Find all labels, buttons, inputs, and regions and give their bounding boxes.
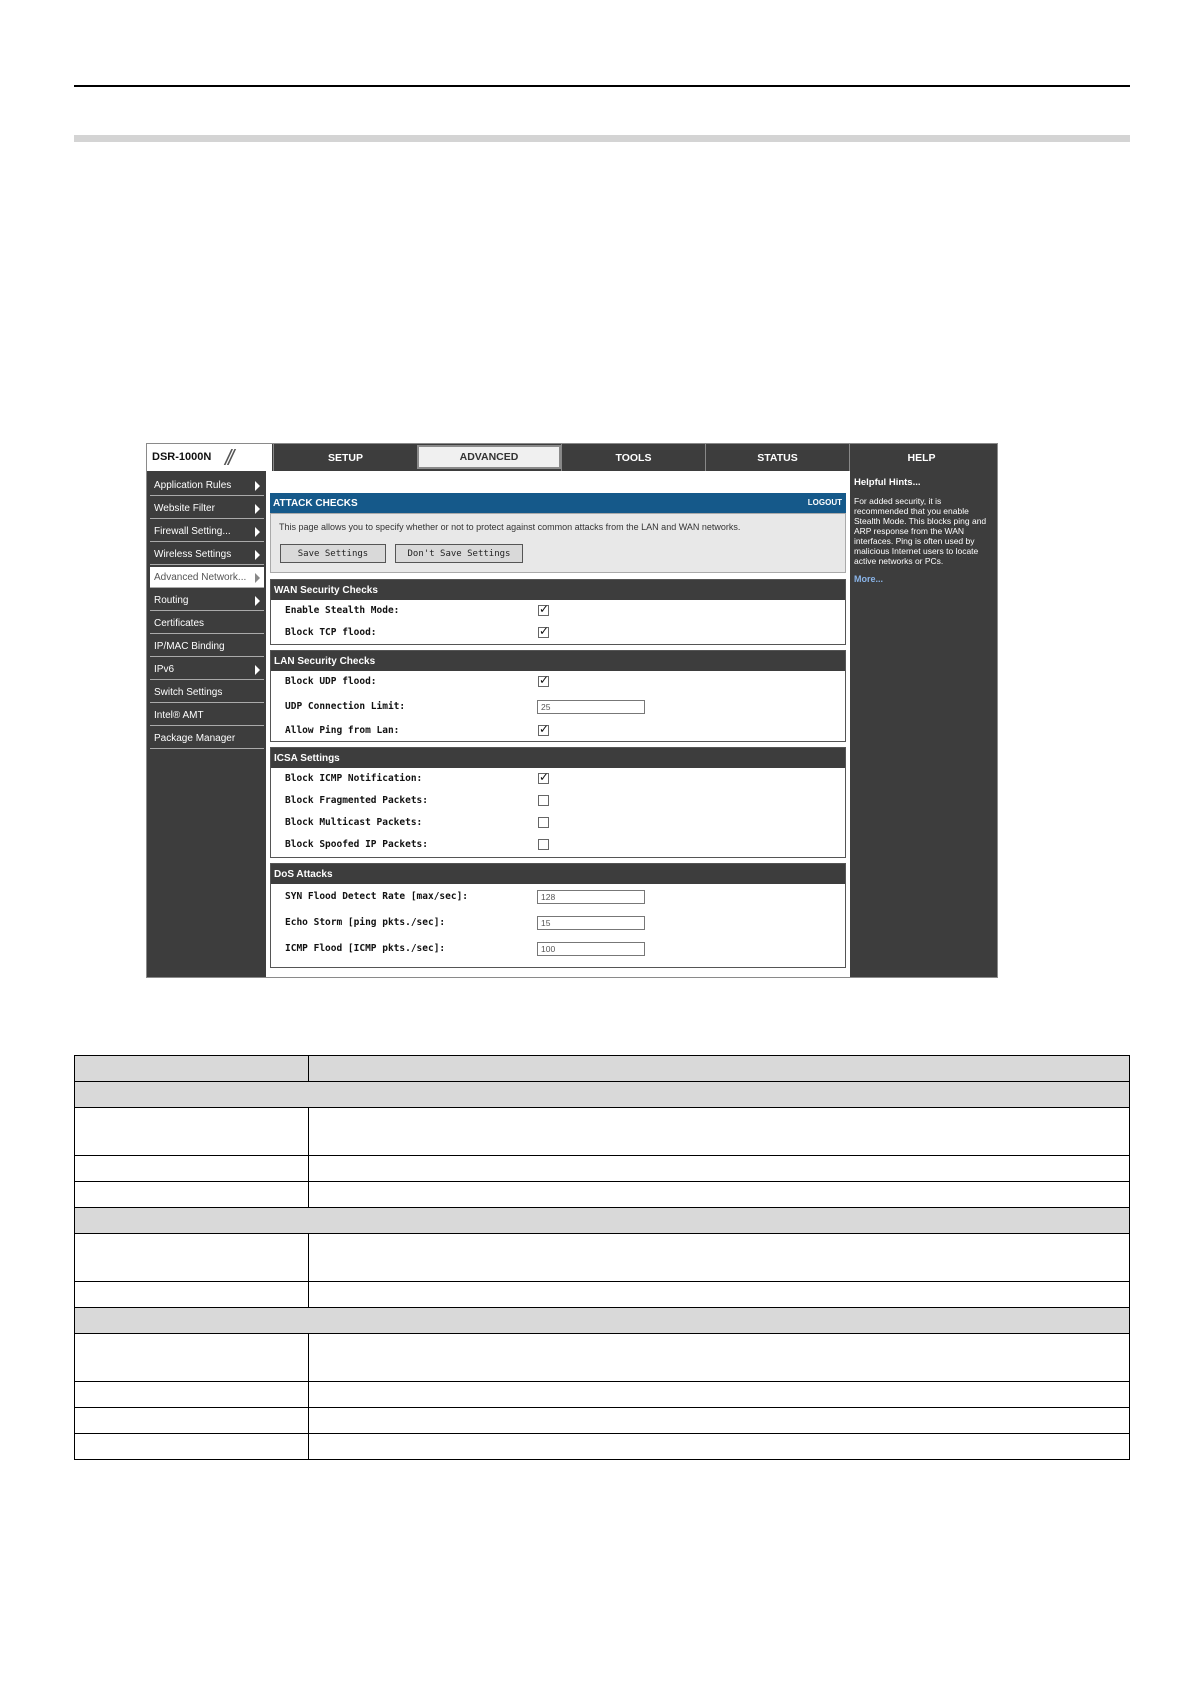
help-panel <box>850 471 997 977</box>
table-cell <box>309 1282 1130 1308</box>
sidebar-item-label: IPv6 <box>154 663 175 675</box>
chevron-right-icon <box>255 550 260 560</box>
block-icmp-checkbox[interactable] <box>538 773 549 784</box>
table-cell <box>75 1182 309 1208</box>
row-echo-storm <box>271 910 845 936</box>
sidebar-item-firewall-setting[interactable] <box>150 521 264 542</box>
sidebar-item-website-filter[interactable] <box>150 498 264 519</box>
echo-storm-input[interactable]: 15 <box>537 916 645 930</box>
sidebar-item-label: Website Filter <box>154 502 215 514</box>
block-spoofed-checkbox[interactable] <box>538 839 549 850</box>
table-cell <box>75 1382 309 1408</box>
table-group-row <box>75 1308 1130 1334</box>
table-cell <box>75 1208 1130 1234</box>
dos-attacks-section <box>270 863 846 968</box>
row-udp-limit <box>271 696 845 720</box>
top-nav <box>147 444 997 471</box>
allow-ping-label: Allow Ping from Lan: <box>285 725 400 736</box>
chevron-right-icon <box>255 527 260 537</box>
table-group-row <box>75 1208 1130 1234</box>
row-icmp-flood <box>271 936 845 962</box>
table-cell <box>309 1156 1130 1182</box>
sidebar-item-intel-amt[interactable] <box>150 705 264 726</box>
tab-tools[interactable]: TOOLS <box>561 444 705 471</box>
sidebar-item-label: Package Manager <box>154 732 236 744</box>
row-stealth-mode <box>271 600 845 622</box>
block-udp-label: Block UDP flood: <box>285 676 377 687</box>
allow-ping-checkbox[interactable] <box>538 725 549 736</box>
sidebar-item-switch-settings[interactable] <box>150 682 264 703</box>
row-block-icmp <box>271 768 845 790</box>
table-row <box>75 1334 1130 1382</box>
sidebar-item-package-manager[interactable] <box>150 728 264 749</box>
tab-help[interactable]: HELP <box>849 444 993 471</box>
row-block-multicast <box>271 812 845 834</box>
table-row <box>75 1382 1130 1408</box>
block-fragmented-checkbox[interactable] <box>538 795 549 806</box>
echo-storm-label: Echo Storm [ping pkts./sec]: <box>285 917 446 928</box>
table-cell <box>75 1308 1130 1334</box>
table-cell <box>75 1282 309 1308</box>
chevron-right-icon <box>255 596 260 606</box>
table-cell <box>309 1382 1130 1408</box>
sidebar-item-label: Firewall Setting... <box>154 525 231 537</box>
sidebar-item-label: Application Rules <box>154 479 232 491</box>
table-cell <box>309 1182 1130 1208</box>
block-multicast-label: Block Multicast Packets: <box>285 817 423 828</box>
save-settings-button[interactable]: Save Settings <box>280 544 386 563</box>
sidebar-item-application-rules[interactable] <box>150 475 264 496</box>
table-row <box>75 1282 1130 1308</box>
section-title: LAN Security Checks <box>271 651 845 671</box>
logo-slash-icon: // <box>225 445 232 470</box>
block-udp-checkbox[interactable] <box>538 676 549 687</box>
sidebar-item-label: IP/MAC Binding <box>154 640 225 652</box>
table-cell <box>309 1334 1130 1382</box>
help-text: For added security, it is recommended that you enable Stealth Mode. This blocks ping and ARP response from the WAN interfaces. Ping is often used by malicious Internet users to locate active networks or PCs. <box>854 496 987 566</box>
table-row <box>75 1108 1130 1156</box>
logo <box>147 444 273 471</box>
block-icmp-label: Block ICMP Notification: <box>285 773 423 784</box>
sidebar-item-label: Wireless Settings <box>154 548 232 560</box>
table-cell <box>75 1408 309 1434</box>
table-cell <box>75 1234 309 1282</box>
section-divider <box>74 135 1130 142</box>
table-cell <box>75 1108 309 1156</box>
dont-save-settings-button[interactable]: Don't Save Settings <box>395 544 523 563</box>
syn-flood-input[interactable]: 128 <box>537 890 645 904</box>
udp-limit-label: UDP Connection Limit: <box>285 701 406 712</box>
icmp-flood-label: ICMP Flood [ICMP pkts./sec]: <box>285 943 446 954</box>
chevron-right-icon <box>255 481 260 491</box>
description-table <box>74 1055 1130 1460</box>
attack-checks-intro <box>270 513 846 573</box>
sidebar-item-ipv6[interactable] <box>150 659 264 680</box>
block-spoofed-label: Block Spoofed IP Packets: <box>285 839 428 850</box>
sidebar-item-certificates[interactable] <box>150 613 264 634</box>
page-title: ATTACK CHECKS <box>273 497 358 509</box>
sidebar-item-routing[interactable] <box>150 590 264 611</box>
row-block-tcp <box>271 622 845 644</box>
table-cell <box>75 1056 309 1082</box>
row-syn-flood <box>271 884 845 910</box>
main-content <box>268 471 848 977</box>
header-rule <box>74 85 1130 87</box>
block-tcp-label: Block TCP flood: <box>285 627 377 638</box>
section-title: ICSA Settings <box>271 748 845 768</box>
section-title: DoS Attacks <box>271 864 845 884</box>
tab-advanced[interactable]: ADVANCED <box>417 445 561 469</box>
sidebar-item-label: Advanced Network... <box>154 571 247 583</box>
sidebar-item-label: Intel® AMT <box>154 709 204 721</box>
table-cell <box>309 1434 1130 1460</box>
tab-setup[interactable]: SETUP <box>273 444 417 471</box>
table-cell <box>75 1082 1130 1108</box>
table-row <box>75 1434 1130 1460</box>
icmp-flood-input[interactable]: 100 <box>537 942 645 956</box>
row-block-spoofed <box>271 834 845 856</box>
wan-security-section <box>270 579 846 645</box>
sidebar-item-label: Certificates <box>154 617 205 629</box>
table-row <box>75 1156 1130 1182</box>
sidebar-item-wireless-settings[interactable] <box>150 544 264 565</box>
sidebar <box>147 471 266 977</box>
table-header-row <box>75 1056 1130 1082</box>
page-description: This page allows you to specify whether or not to protect against common attacks from the LAN and WAN networks. <box>279 522 741 532</box>
table-cell <box>309 1408 1130 1434</box>
table-cell <box>309 1056 1130 1082</box>
section-title: WAN Security Checks <box>271 580 845 600</box>
row-block-fragmented <box>271 790 845 812</box>
row-allow-ping <box>271 720 845 742</box>
stealth-mode-checkbox[interactable] <box>538 605 549 616</box>
logout-link[interactable]: LOGOUT <box>807 498 842 507</box>
chevron-right-icon <box>255 665 260 675</box>
icsa-settings-section <box>270 747 846 858</box>
sidebar-item-ip-mac-binding[interactable] <box>150 636 264 657</box>
syn-flood-label: SYN Flood Detect Rate [max/sec]: <box>285 891 469 902</box>
sidebar-item-advanced-network[interactable] <box>150 567 264 588</box>
lan-security-section <box>270 650 846 742</box>
sidebar-item-label: Routing <box>154 594 189 606</box>
table-row <box>75 1182 1130 1208</box>
row-block-udp <box>271 671 845 696</box>
table-cell <box>75 1334 309 1382</box>
table-row <box>75 1234 1130 1282</box>
table-cell <box>75 1434 309 1460</box>
model-name: DSR-1000N <box>152 451 212 463</box>
help-title: Helpful Hints... <box>854 477 921 488</box>
sidebar-item-label: Switch Settings <box>154 686 223 698</box>
attack-checks-header <box>270 493 846 513</box>
block-multicast-checkbox[interactable] <box>538 817 549 828</box>
block-fragmented-label: Block Fragmented Packets: <box>285 795 428 806</box>
table-group-row <box>75 1082 1130 1108</box>
table-cell <box>75 1156 309 1182</box>
tab-status[interactable]: STATUS <box>705 444 849 471</box>
table-row <box>75 1408 1130 1434</box>
stealth-mode-label: Enable Stealth Mode: <box>285 605 400 616</box>
block-tcp-checkbox[interactable] <box>538 627 549 638</box>
udp-limit-input[interactable]: 25 <box>537 700 645 714</box>
chevron-right-icon <box>255 573 260 583</box>
table-cell <box>309 1108 1130 1156</box>
help-more-link[interactable]: More... <box>854 574 884 584</box>
chevron-right-icon <box>255 504 260 514</box>
table-cell <box>309 1234 1130 1282</box>
router-screenshot <box>146 443 998 978</box>
